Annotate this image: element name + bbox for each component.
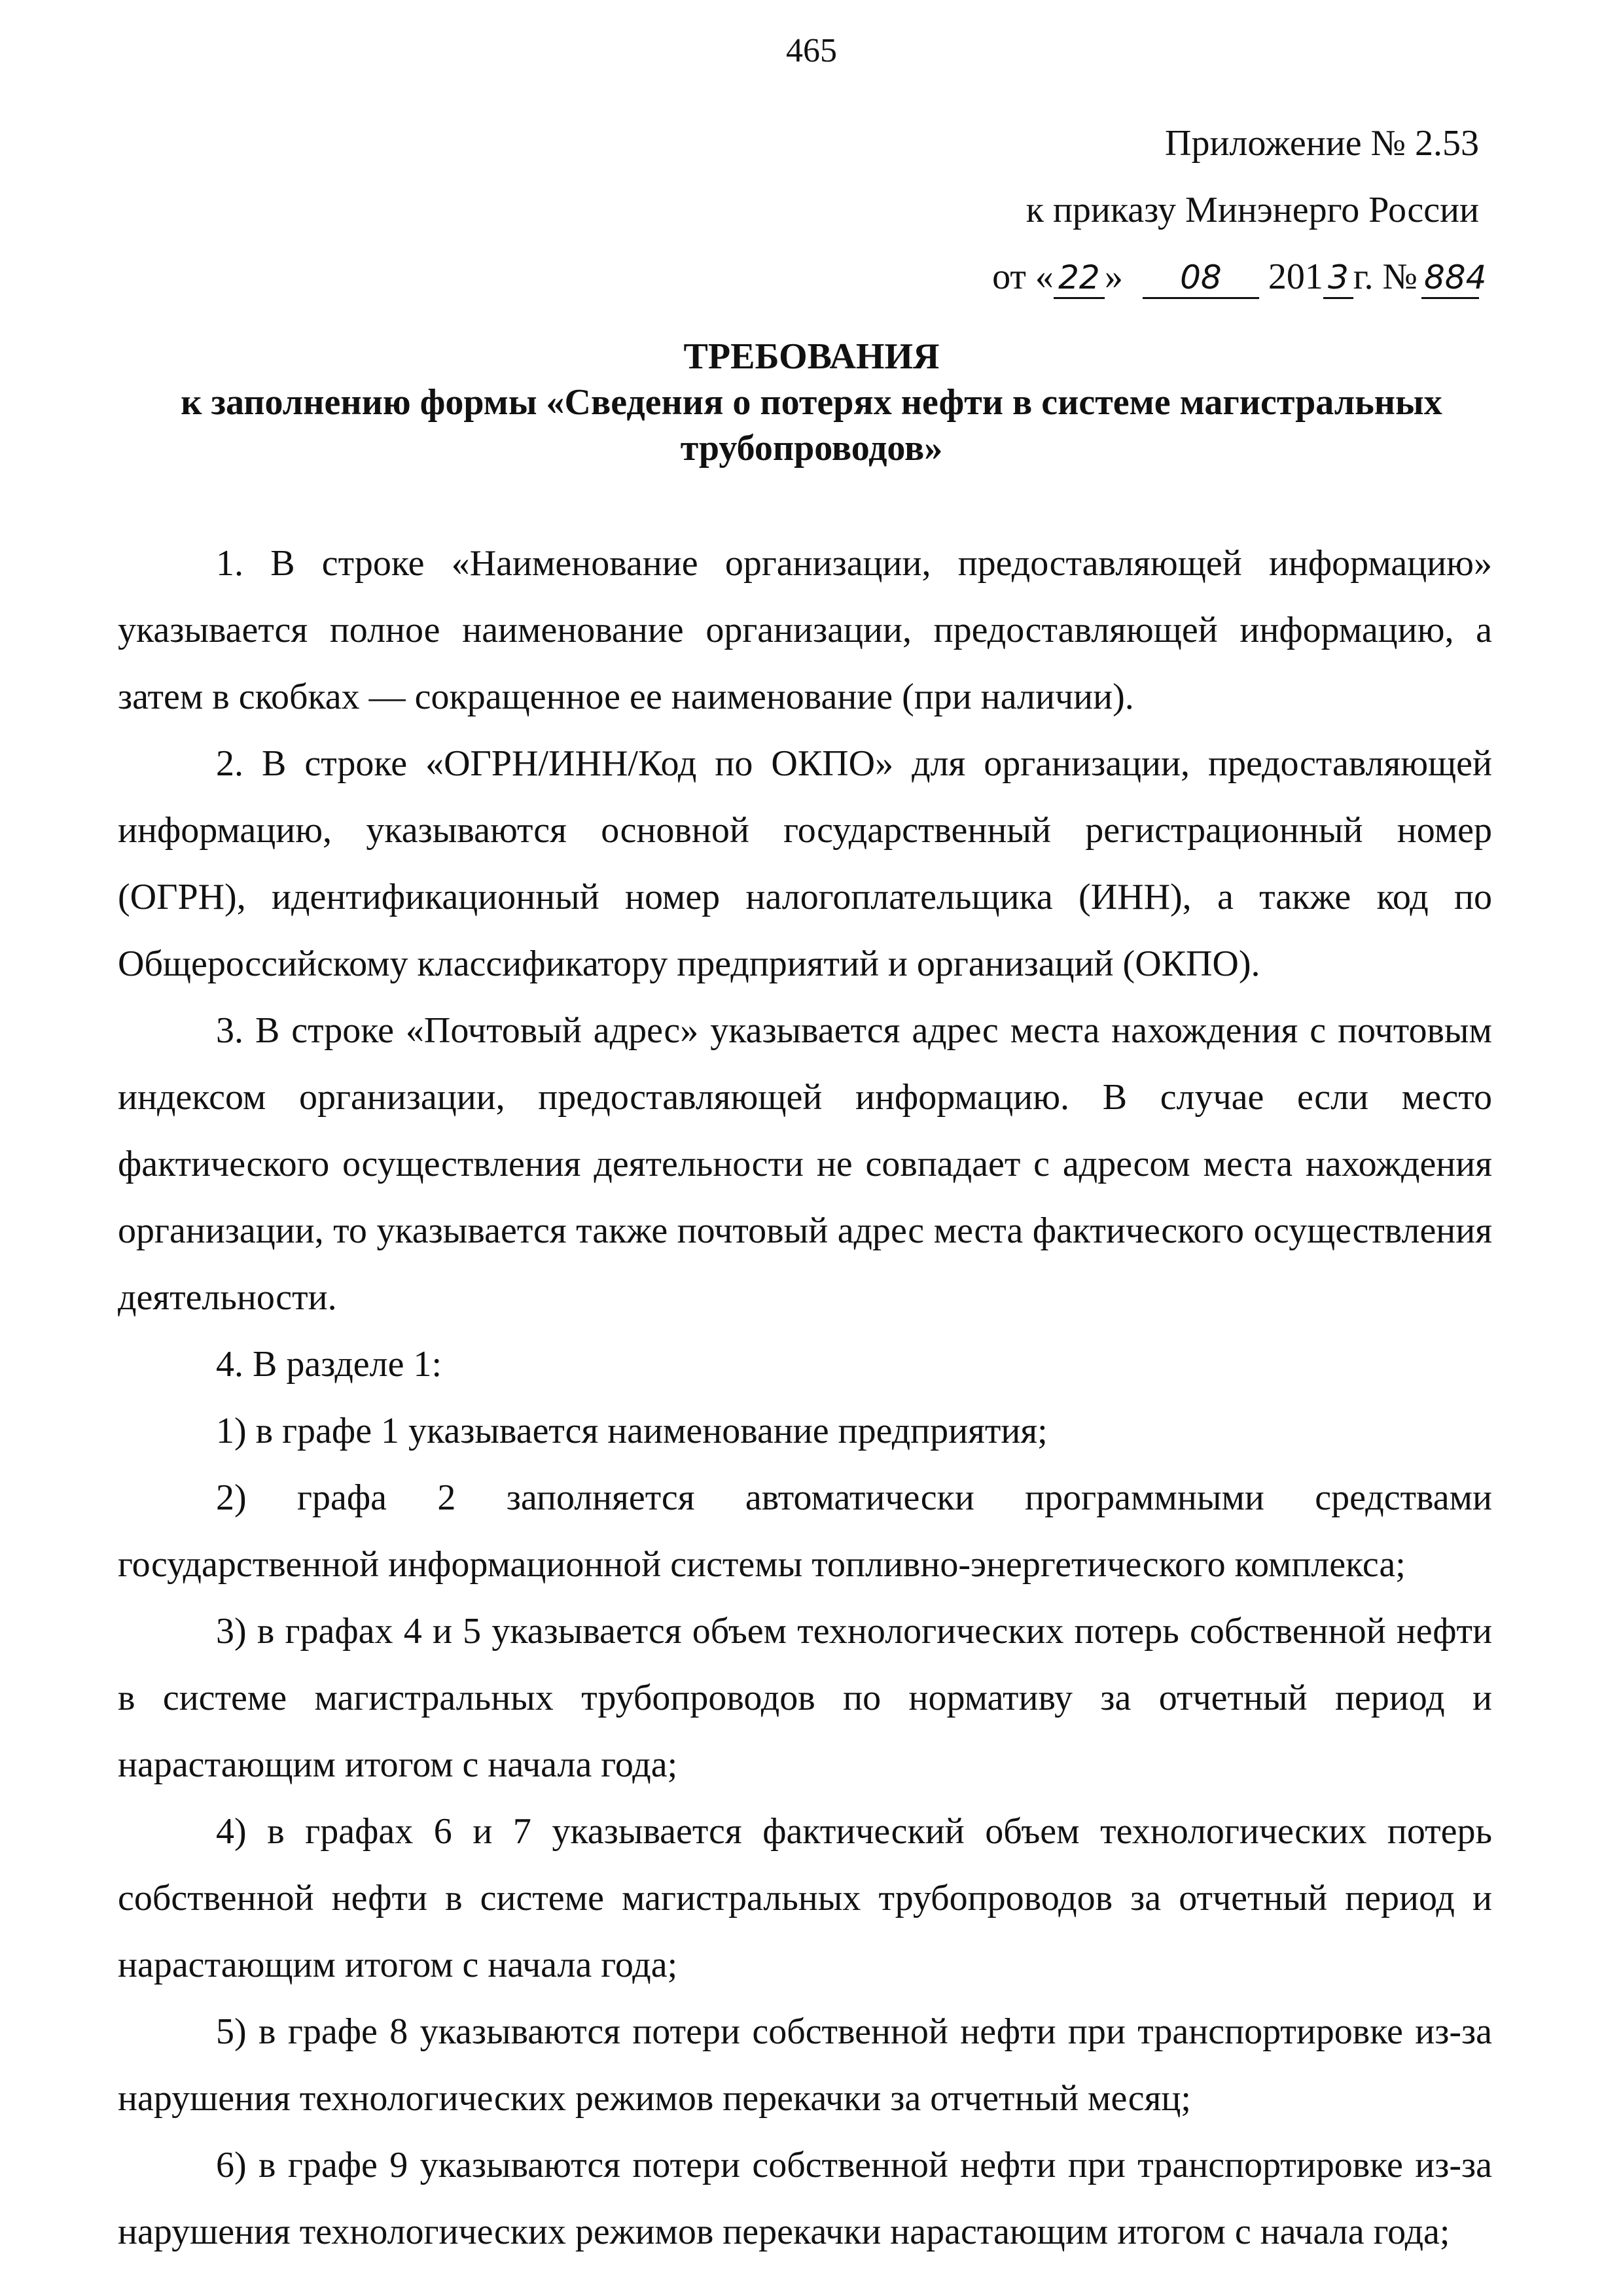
paragraph-4-item-2: 2) графа 2 заполняется автоматически программными средствами государственной информационной системы топливно-энергетического комплекса; — [118, 1477, 1492, 1585]
paragraph-2: 2. В строке «ОГРН/ИНН/Код по ОКПО» для организации, предоставляющей информацию, указываются основной государственный регистрационный номер (ОГРН), идентификационный номер налогоплательщика (ИНН), а также код по Общероссийскому классификатору предприятий и организаций (ОКПО). — [118, 743, 1492, 984]
handwritten-year-digit: 3 — [1323, 258, 1353, 299]
title-subtitle: к заполнению формы «Сведения о потерях нефти в системе магистральных трубопроводов» — [181, 382, 1442, 468]
document-body — [118, 530, 1492, 2265]
document-title — [131, 334, 1492, 471]
title-heading: ТРЕБОВАНИЯ — [683, 336, 940, 377]
appendix-line-1: Приложение № 2.53 — [1165, 123, 1479, 164]
page-number: 465 — [786, 32, 837, 69]
appendix-line-3 — [992, 243, 1487, 310]
paragraph-4-item-1: 1) в графе 1 указывается наименование предприятия; — [216, 1411, 1048, 1451]
paragraph-4-item-5: 5) в графе 8 указываются потери собственной нефти при транспортировке из-за нарушения технологических режимов перекачки за отчетный месяц; — [118, 2011, 1492, 2119]
paragraph-4-item-6: 6) в графе 9 указываются потери собственной нефти при транспортировке из-за нарушения технологических режимов перекачки нарастающим итогом с начала года; — [118, 2145, 1492, 2252]
handwritten-order-number: 884 — [1421, 258, 1479, 299]
year-prefix: 201 — [1268, 256, 1323, 297]
paragraph-4: 4. В разделе 1: — [216, 1344, 442, 1385]
order-number-prefix: г. № — [1353, 256, 1418, 297]
appendix-line-2: к приказу Минэнерго России — [1026, 190, 1479, 230]
appendix-block — [992, 110, 1487, 310]
date-mid: » — [1104, 256, 1123, 297]
paragraph-4-item-4: 4) в графах 6 и 7 указывается фактический объем технологических потерь собственной нефти в системе магистральных трубопроводов за отчетный период и нарастающим итогом с начала года; — [118, 1811, 1492, 1985]
handwritten-day: 22 — [1054, 258, 1105, 299]
paragraph-3: 3. В строке «Почтовый адрес» указывается адрес места нахождения с почтовым индексом организации, предоставляющей информацию. В случае если место фактического осуществления деятельности не совпадает с адресом места нахождения организации, то указывается также почтовый адрес места фактического осуществления деятельности. — [118, 1010, 1492, 1318]
date-prefix: от « — [992, 256, 1054, 297]
paragraph-4-item-3: 3) в графах 4 и 5 указывается объем технологических потерь собственной нефти в системе магистральных трубопроводов по нормативу за отчетный период и нарастающим итогом с начала года; — [118, 1611, 1492, 1785]
paragraph-1: 1. В строке «Наименование организации, предоставляющей информацию» указывается полное наименование организации, предоставляющей информацию, а затем в скобках — сокращенное ее наименование (при наличии). — [118, 543, 1492, 717]
handwritten-month: 08 — [1143, 258, 1259, 299]
